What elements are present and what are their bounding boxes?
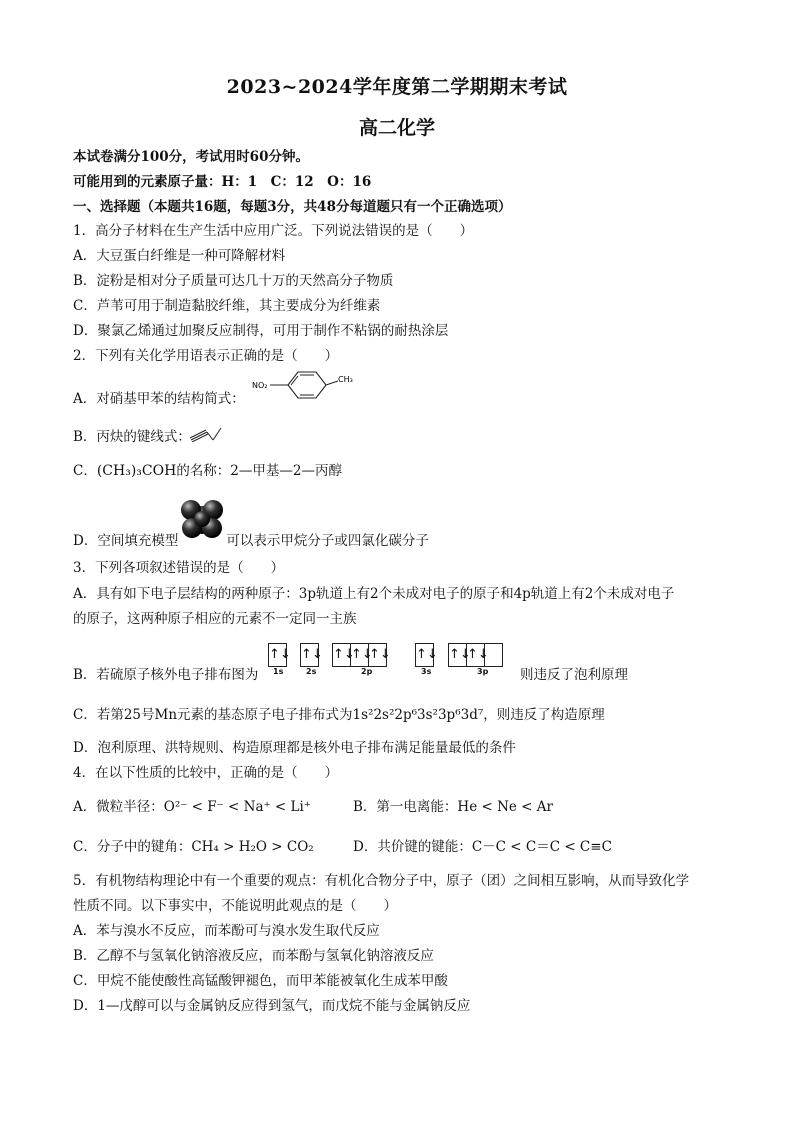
q1-stem: 1．高分子材料在生产生活中应用广泛。下列说法错误的是（ ） (73, 223, 474, 239)
q3-option-c (73, 706, 605, 724)
orbital-1s (268, 643, 291, 667)
q3-option-c-suffix: ，则违反了构造原理 (483, 707, 605, 723)
nitrotoluene-structure (250, 366, 360, 406)
q2-option-c-name: 的名称：2—甲基—2—丙醇 (176, 463, 342, 479)
q3-option-c-text: C．若第25号Mn元素的基态原子电子排布式为 (73, 707, 353, 723)
q2-option-d (73, 532, 429, 550)
q3-option-a-line1: A．具有如下电子层结构的两种原子：3p轨道上有2个未成对电子的原子和4p轨道上有2个未成对电子 (73, 586, 675, 602)
exam-title: 2023~2024学年度第二学期期末考试 (226, 76, 568, 98)
q4-stem: 4．在以下性质的比较中，正确的是（ ） (73, 765, 339, 781)
q1-option-d: D．聚氯乙烯通过加聚反应制得，可用于制作不粘锅的耐热涂层 (73, 323, 449, 339)
q2-option-d-text: 可以表示甲烷分子或四氯化碳分子 (226, 533, 429, 549)
section-heading: 一、选择题（本题共16题，每题3分，共48分每道题只有一个正确选项） (73, 199, 512, 215)
mn-electron-config: 1s²2s²2p⁶3s²3p⁶3d⁷ (352, 707, 484, 723)
q2-option-c (73, 462, 342, 480)
q4-option-d: D．共价键的键能：C－C < C＝C < C≡C (353, 839, 612, 855)
q2-option-d-label: D．空间填充模型 (73, 533, 179, 549)
orbital-cell: ↑↓ (369, 647, 391, 662)
orbital-label-3p: 3p (477, 667, 489, 676)
orbital-cell: ↑↓ (333, 644, 351, 666)
q1-option-b: B．淀粉是相对分子质量可达几十万的天然高分子物质 (73, 273, 394, 289)
score-info: 本试卷满分100分，考试用时60分钟。 (73, 149, 309, 165)
q2-option-c-label: C． (73, 463, 97, 479)
q5-option-d: D．1—戊醇可以与金属钠反应得到氢气，而戊烷不能与金属钠反应 (73, 998, 471, 1014)
q3-option-b-suffix: 则违反了泡利原理 (520, 667, 628, 683)
orbital-cell: ↑↓ (269, 647, 291, 662)
q3-option-d: D．泡利原理、洪特规则、构造原理都是核外电子排布满足能量最低的条件 (73, 740, 516, 756)
benzene-ring-icon (288, 372, 326, 398)
q3-option-b-prefix: B．若硫原子核外电子排布图为 (73, 667, 259, 683)
orbital-cell: ↑↓ (301, 647, 323, 662)
q4-option-b: B．第一电离能：He < Ne < Ar (353, 799, 553, 815)
ch3-label: CH₃ (338, 375, 353, 384)
orbital-cell: ↑↓ (467, 644, 485, 666)
q2-option-b-text: B．丙炔的键线式： (73, 429, 191, 445)
q5-option-c: C．甲烷不能使酸性高锰酸钾褪色，而甲苯能被氧化生成苯甲酸 (73, 973, 448, 989)
orbital-2s (300, 643, 323, 667)
subject-title: 高二化学 (358, 117, 435, 139)
orbital-3p (448, 643, 503, 667)
tert-butanol-formula: (CH₃)₃COH (96, 463, 177, 479)
orbital-cell: ↑↓ (449, 644, 467, 666)
no2-label: NO₂ (252, 381, 268, 390)
q1-option-a: A．大豆蛋白纤维是一种可降解材料 (73, 248, 286, 264)
q2-option-b (73, 428, 191, 446)
q5-option-b: B．乙醇不与氢氧化钠溶液反应，而苯酚与氢氧化钠溶液反应 (73, 948, 434, 964)
q2-option-a-text: A．对硝基甲苯的结构简式： (73, 391, 245, 407)
orbital-label-1s: 1s (273, 667, 284, 676)
orbital-cell (485, 644, 502, 666)
orbital-label-3s: 3s (421, 667, 432, 676)
q5-stem-line2: 性质不同。以下事实中，不能说明此观点的是（ ） (73, 898, 397, 914)
q4-option-a: A．微粒半径：O²⁻ < F⁻ < Na⁺ < Li⁺ (73, 799, 311, 815)
propyne-skeletal-icon (188, 424, 224, 442)
q3-option-a-line2: 的原子，这两种原子相应的元素不一定同一主族 (73, 611, 357, 627)
q1-option-c: C．芦苇可用于制造黏胶纤维，其主要成分为纤维素 (73, 298, 381, 314)
q3-stem: 3．下列各项叙述错误的是（ ） (73, 560, 285, 576)
orbital-cell: ↑↓ (416, 647, 438, 662)
orbital-label-2s: 2s (306, 667, 317, 676)
orbital-label-2p: 2p (361, 667, 373, 676)
q4-option-c: C．分子中的键角：CH₄ > H₂O > CO₂ (73, 839, 314, 855)
q5-option-a: A．苯与溴水不反应，而苯酚可与溴水发生取代反应 (73, 923, 380, 939)
atomic-masses: 可能用到的元素原子量：H：1 C：12 O：16 (73, 174, 372, 190)
orbital-3s (415, 643, 438, 667)
q2-option-a (73, 390, 245, 408)
orbital-cell: ↑↓ (351, 644, 369, 666)
q2-stem: 2．下列有关化学用语表示正确的是（ ） (73, 348, 339, 364)
q5-stem-line1: 5．有机物结构理论中有一个重要的观点：有机化合物分子中，原子（团）之间相互影响，从而导致化学 (73, 873, 690, 889)
orbital-2p (332, 643, 391, 667)
